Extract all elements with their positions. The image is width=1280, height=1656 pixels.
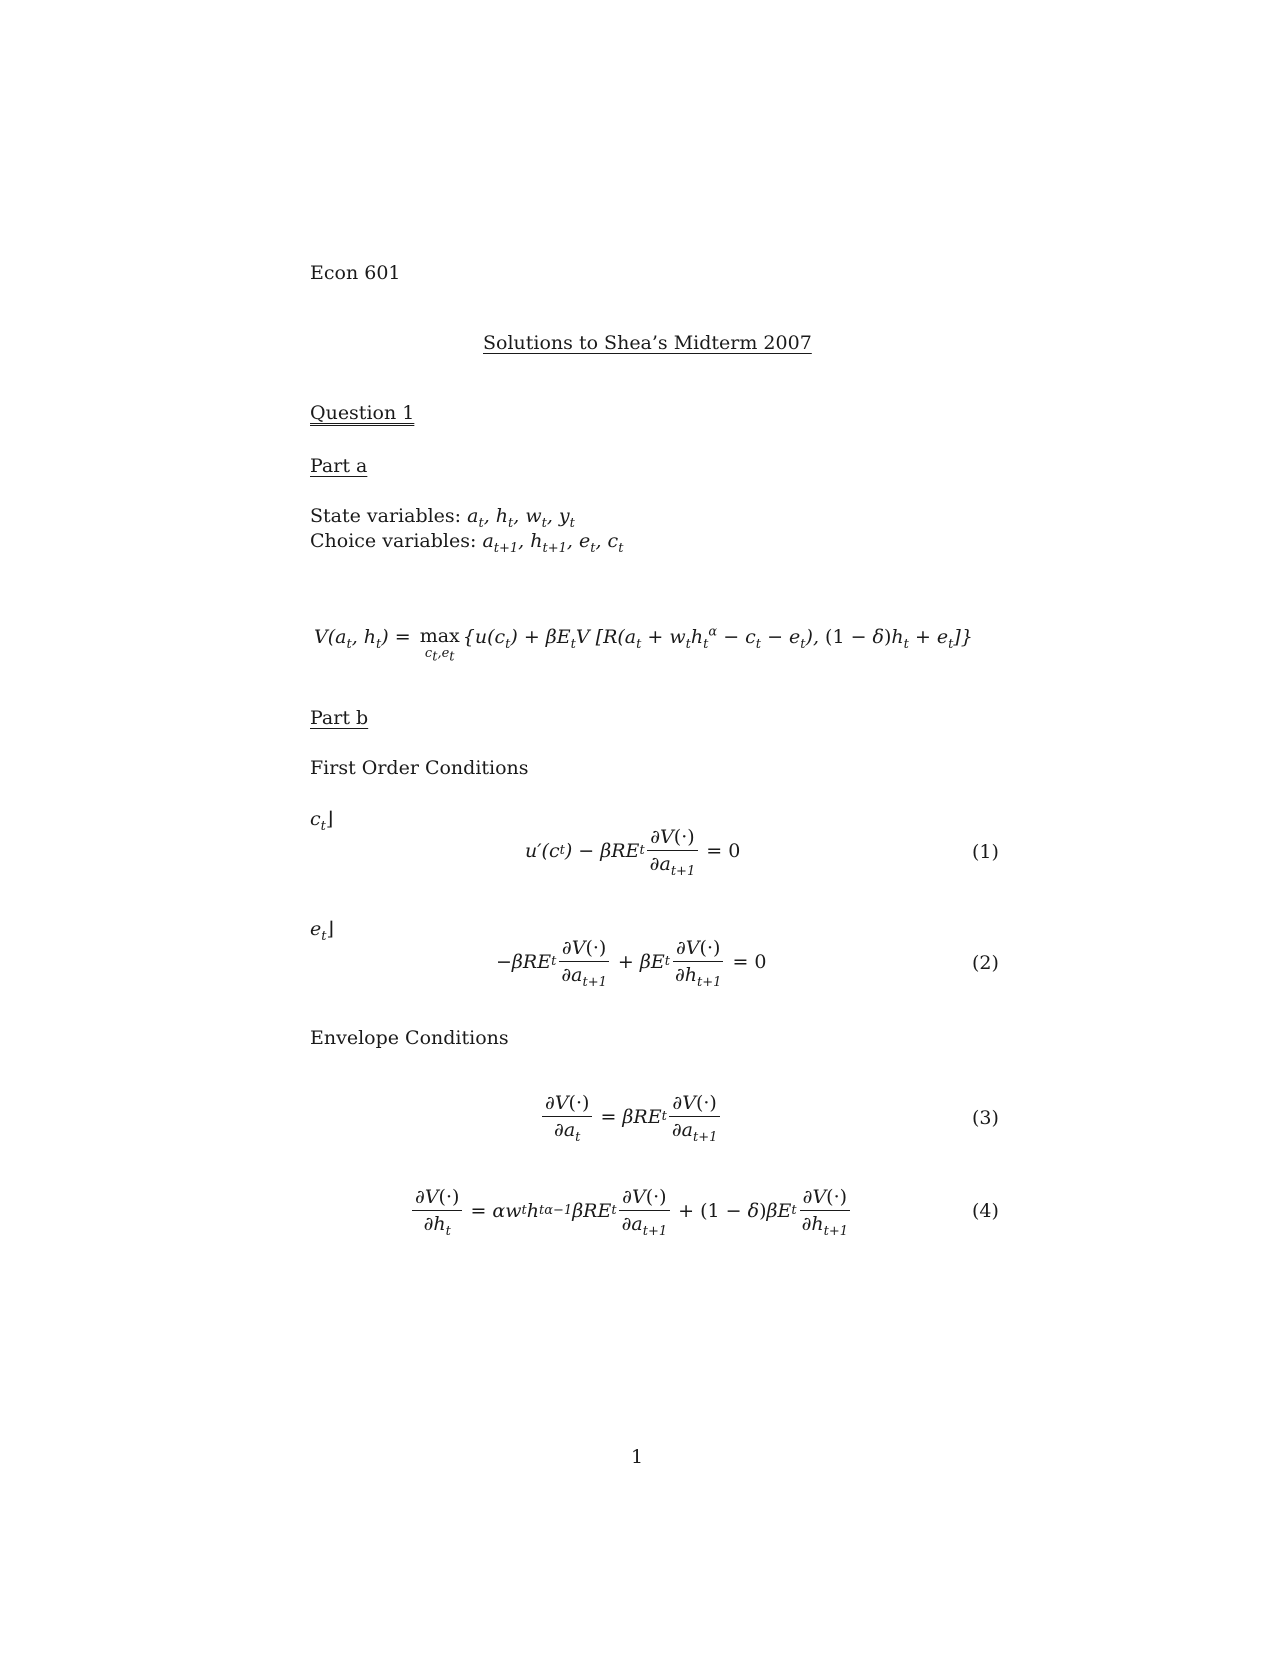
equation-2-number: (2): [972, 952, 999, 974]
bellman-equation: $V(a_t$, $h_t$) = max $c_t,e_t$ {$u(c_t) + \beta E_tV$ [$R(a_t + w_th_t^\alpha - c_t - e_t)$, $(1 - \delta)h_t + e_t$]}: [314, 624, 973, 665]
page-number: 1: [631, 1446, 644, 1468]
envelope-label: Envelope Conditions: [310, 1027, 509, 1049]
state-variables-list: $a_t$, $h_t$, $w_t$, $y_t$: [467, 505, 575, 531]
question-heading: Question 1: [310, 402, 415, 424]
state-variables-line: [310, 505, 575, 531]
foc-label: First Order Conditions: [310, 757, 529, 779]
choice-variables-list: $a_{t+1}$, $h_{t+1}$, $e_t$, $c_t$: [482, 530, 624, 556]
equation-1: u′(c t ) − βRE t $\frac{\partial V(\cdot)}{\partial a_{t+1}}$ = 0: [525, 826, 741, 879]
equation-3-number: (3): [972, 1107, 999, 1129]
state-variables-label: State variables:: [310, 505, 462, 527]
part-b-heading: Part b: [310, 707, 369, 729]
equation-4: $\frac{\partial V(\cdot)}{\partial h_t}$ = αw t h t α−1 βRE t $\frac{\partial V(\cdot)}{\partial a_{t+1}}$ + (1 − δ ) βE t $\frac{\partial V(\cdot)}{\partial h_{t+1}}$: [410, 1186, 853, 1235]
equation-4-number: (4): [972, 1200, 999, 1222]
choice-variables-label: Choice variables:: [310, 530, 477, 552]
equation-2: − βRE t $\frac{\partial V(\cdot)}{\partial a_{t+1}}$ + βE t $\frac{\partial V(\cdot)}{\partial h_{t+1}}$ = 0: [496, 937, 767, 990]
foc-c-label: $c_t⌋$: [310, 808, 334, 834]
foc-e-label: $e_t⌋$: [310, 918, 334, 944]
equation-3: $\frac{\partial V(\cdot)}{\partial a_t}$ = βRE t $\frac{\partial V(\cdot)}{\partial a_{t+1}}$: [540, 1092, 722, 1141]
equation-1-number: (1): [972, 841, 999, 863]
course-label: Econ 601: [310, 262, 401, 284]
choice-variables-line: [310, 530, 624, 556]
part-a-heading: Part a: [310, 455, 368, 477]
page-title: Solutions to Shea’s Midterm 2007: [483, 332, 812, 354]
